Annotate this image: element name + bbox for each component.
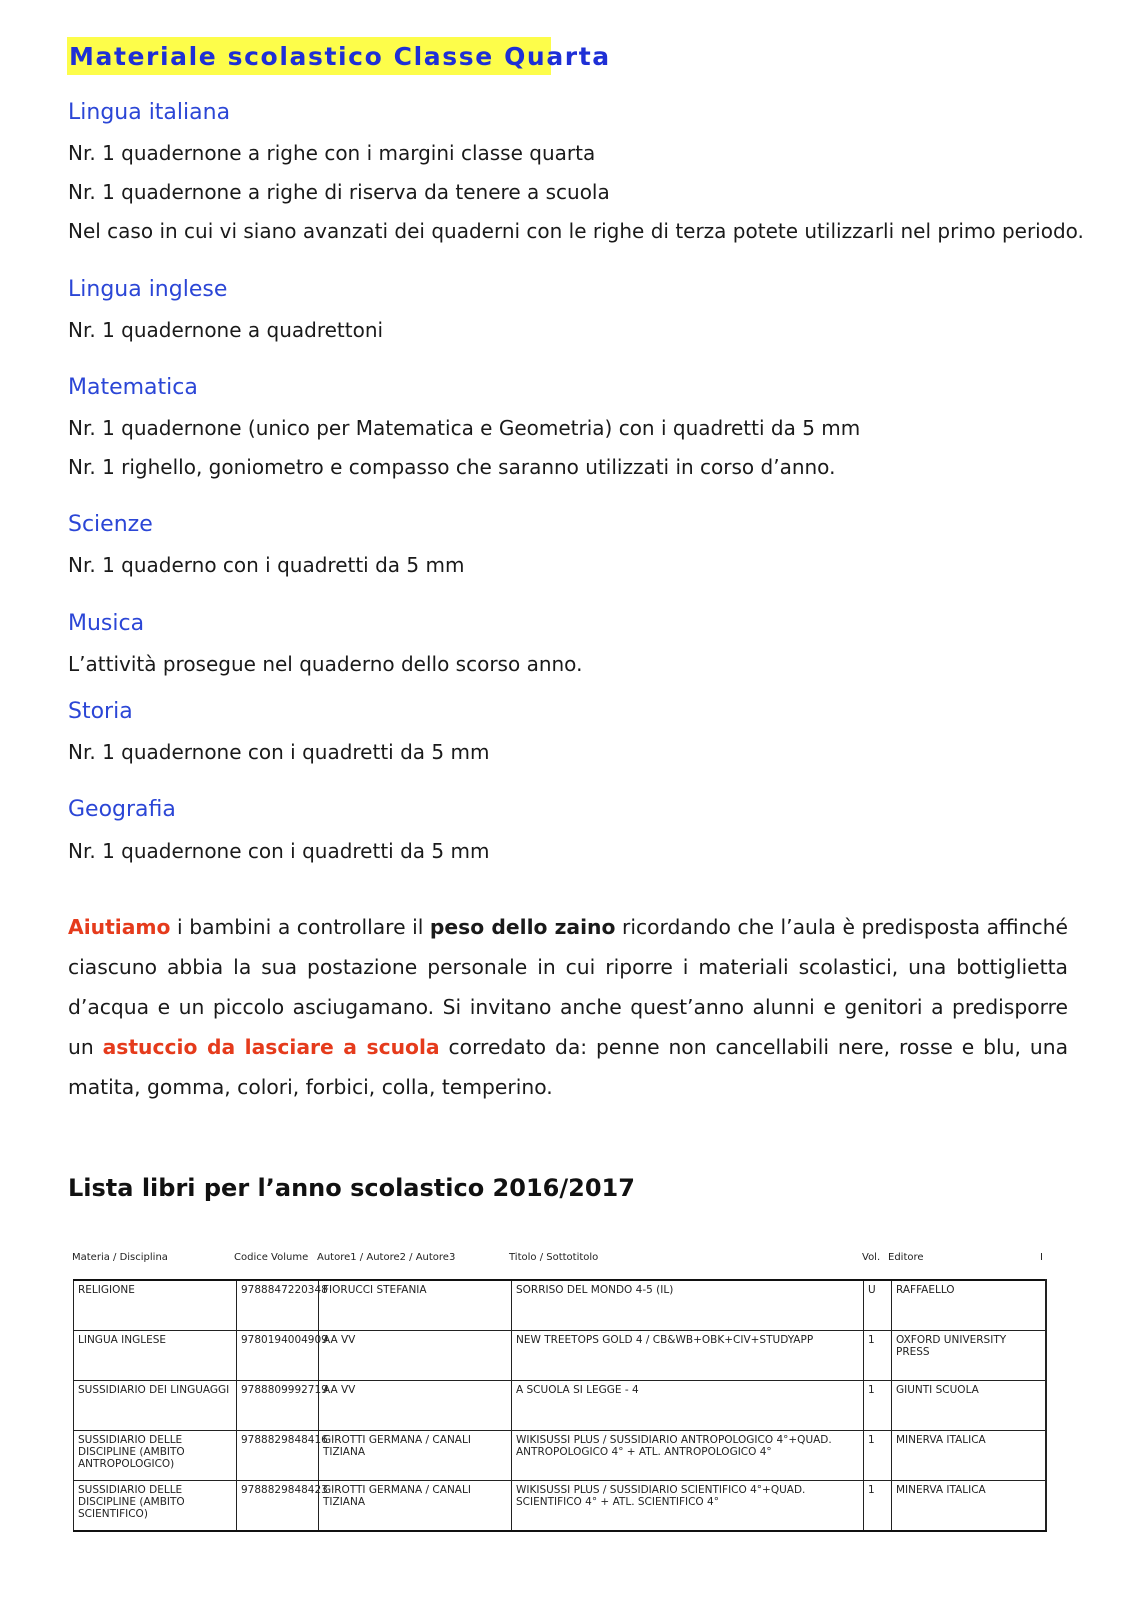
table-row: [74, 1481, 1046, 1532]
note-text: i bambini a controllare il: [170, 915, 430, 939]
cell-autori: AA VV: [319, 1381, 512, 1431]
cell-autori: GIROTTI GERMANA / CANALI TIZIANA: [319, 1481, 512, 1532]
table-row: [74, 1431, 1046, 1481]
section-heading-scienze: Scienze: [68, 512, 153, 537]
cell-codice: 9788847220348: [237, 1280, 319, 1331]
list-item: Nr. 1 righello, goniometro e compasso che saranno utilizzati in corso d’anno.: [68, 455, 836, 479]
section-heading-inglese: Lingua inglese: [68, 277, 228, 302]
cell-editore: MINERVA ITALICA: [892, 1481, 1046, 1532]
cell-vol: 1: [864, 1331, 892, 1381]
note-text: ricordando che l’aula è predisposta affinché ciascuno abbia la sua postazione personale in cui riporre i materiali scolastici, una bottiglietta d’acqua e un piccolo asciugamano. Si invitano anche quest’anno alunni e genitori a predisporre un: [68, 915, 1068, 1059]
cell-materia: SUSSIDIARIO DELLE DISCIPLINE (AMBITO ANTROPOLOGICO): [74, 1431, 237, 1481]
table-row: [74, 1381, 1046, 1431]
cell-titolo: WIKISUSSI PLUS / SUSSIDIARIO SCIENTIFICO 4°+QUAD. SCIENTIFICO 4° + ATL. SCIENTIFICO 4°: [512, 1481, 864, 1532]
cell-editore: MINERVA ITALICA: [892, 1431, 1046, 1481]
table-row: [74, 1331, 1046, 1381]
column-header-titolo: Titolo / Sottotitolo: [509, 1252, 599, 1263]
cell-titolo: NEW TREETOPS GOLD 4 / CB&WB+OBK+CIV+STUDYAPP: [512, 1331, 864, 1381]
column-header-materia: Materia / Disciplina: [72, 1252, 168, 1263]
cell-autori: GIROTTI GERMANA / CANALI TIZIANA: [319, 1431, 512, 1481]
cell-materia: LINGUA INGLESE: [74, 1331, 237, 1381]
note-highlight: astuccio da lasciare a scuola: [102, 1035, 440, 1059]
list-item: Nr. 1 quaderno con i quadretti da 5 mm: [68, 553, 465, 577]
table-row: [74, 1280, 1046, 1331]
cell-editore: RAFFAELLO: [892, 1280, 1046, 1331]
list-item: Nr. 1 quadernone con i quadretti da 5 mm: [68, 839, 490, 863]
column-header-autori: Autore1 / Autore2 / Autore3: [317, 1252, 456, 1263]
list-item: Nr. 1 quadernone a righe con i margini classe quarta: [68, 141, 596, 165]
note-bold: peso dello zaino: [429, 915, 616, 939]
section-heading-musica: Musica: [68, 611, 145, 636]
list-item: Nr. 1 quadernone con i quadretti da 5 mm: [68, 740, 490, 764]
cell-autori: AA VV: [319, 1331, 512, 1381]
section-heading-storia: Storia: [68, 699, 133, 724]
cell-codice: 9788829848423: [237, 1481, 319, 1532]
note-highlight: Aiutiamo: [68, 915, 171, 939]
list-item: Nr. 1 quadernone (unico per Matematica e Geometria) con i quadretti da 5 mm: [68, 416, 861, 440]
cell-autori: FIORUCCI STEFANIA: [319, 1280, 512, 1331]
books-table: [73, 1279, 1047, 1532]
list-item: Nr. 1 quadernone a righe di riserva da tenere a scuola: [68, 180, 610, 204]
cell-materia: SUSSIDIARIO DELLE DISCIPLINE (AMBITO SCIENTIFICO): [74, 1481, 237, 1532]
column-header-editore: Editore: [888, 1252, 924, 1263]
cell-codice: 9788829848416: [237, 1431, 319, 1481]
cell-materia: SUSSIDIARIO DEI LINGUAGGI: [74, 1381, 237, 1431]
backpack-note: [68, 907, 1068, 1107]
cell-materia: RELIGIONE: [74, 1280, 237, 1331]
column-header-codice: Codice Volume: [234, 1252, 309, 1263]
cell-editore: GIUNTI SCUOLA: [892, 1381, 1046, 1431]
books-title: Lista libri per l’anno scolastico 2016/2017: [68, 1174, 635, 1202]
cell-vol: 1: [864, 1481, 892, 1532]
cell-titolo: SORRISO DEL MONDO 4-5 (IL): [512, 1280, 864, 1331]
note-text: corredato da: penne non cancellabili nere, rosse e blu, una matita, gomma, colori, forbici, colla, temperino.: [68, 1035, 1068, 1099]
list-item: Nel caso in cui vi siano avanzati dei quaderni con le righe di terza potete utilizzarli nel primo periodo.: [68, 219, 1084, 243]
section-heading-italiano: Lingua italiana: [68, 100, 231, 125]
cell-titolo: WIKISUSSI PLUS / SUSSIDIARIO ANTROPOLOGICO 4°+QUAD. ANTROPOLOGICO 4° + ATL. ANTROPOLOGICO 4°: [512, 1431, 864, 1481]
column-header-vol: Vol.: [862, 1252, 881, 1263]
cell-titolo: A SCUOLA SI LEGGE - 4: [512, 1381, 864, 1431]
list-item: Nr. 1 quadernone a quadrettoni: [68, 318, 384, 342]
list-item: L’attività prosegue nel quaderno dello scorso anno.: [68, 652, 583, 676]
cell-vol: U: [864, 1280, 892, 1331]
section-heading-matematica: Matematica: [68, 375, 198, 400]
cell-codice: 9788809992719: [237, 1381, 319, 1431]
page-title: Materiale scolastico Classe Quarta: [67, 37, 551, 75]
section-heading-geografia: Geografia: [68, 797, 176, 822]
cell-vol: 1: [864, 1381, 892, 1431]
cell-codice: 9780194004909: [237, 1331, 319, 1381]
cell-editore: OXFORD UNIVERSITY PRESS: [892, 1331, 1046, 1381]
column-header-extra: I: [1040, 1252, 1043, 1263]
cell-vol: 1: [864, 1431, 892, 1481]
